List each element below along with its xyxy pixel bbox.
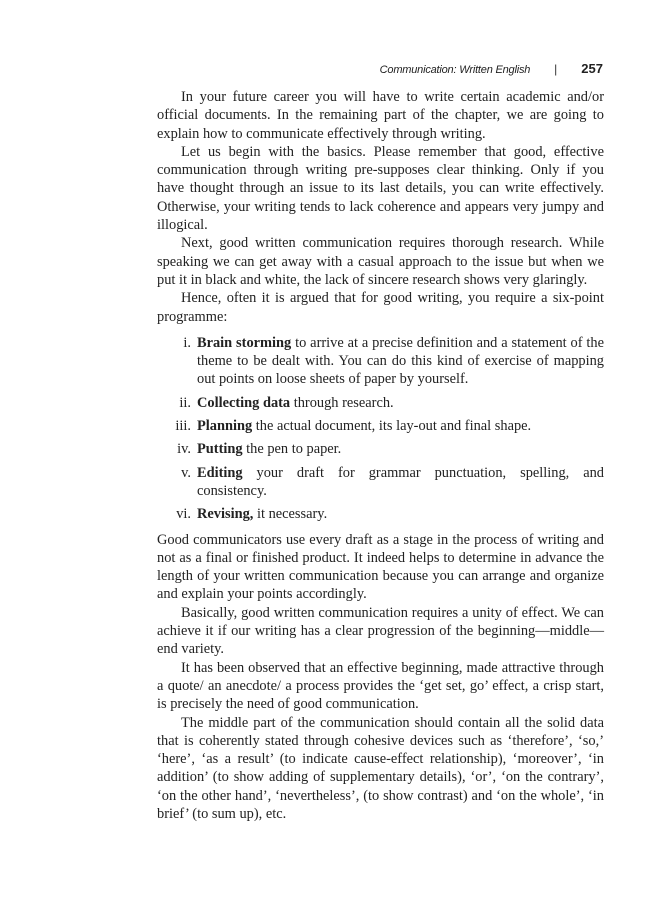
list-term: Planning xyxy=(197,418,253,435)
list-numeral: v. xyxy=(181,464,191,481)
six-point-list xyxy=(157,334,604,524)
list-item xyxy=(157,334,604,389)
running-title: Communication: Written English xyxy=(379,64,531,76)
list-text: it necessary. xyxy=(253,506,328,523)
list-item xyxy=(157,440,604,458)
list-text: the pen to paper. xyxy=(242,441,342,458)
list-term: Brain storming xyxy=(197,334,292,351)
list-numeral: vi. xyxy=(176,506,191,523)
paragraph-programme: Hence, often it is argued that for good writing, you require a six-point programme: xyxy=(157,290,604,325)
paragraph-middle: The middle part of the communication should contain all the solid data that is coherently stated through cohesive devices such as ‘therefore’, ‘so,’ ‘here’, ‘as a result’ (to indicate cause-effect relationship), ‘moreover’, ‘in addition’ (to show adding of supplementary details), ‘or’, ‘on the contrary’, ‘on the other hand’, ‘nevertheless’, (to show contrast) and ‘on the whole’, ‘in brief’ (to sum up), etc. xyxy=(157,714,604,822)
paragraph-research: Next, good written communication requires thorough research. While speaking we can get away with a casual approach to the issue but when we put it in black and white, the lack of sincere research shows very glaringly. xyxy=(157,235,604,288)
page-body xyxy=(157,88,604,823)
list-numeral: iii. xyxy=(175,418,191,435)
paragraph-beginning: It has been observed that an effective beginning, made attractive through a quote/ an anecdote/ a process provides the ‘get set, go’ effect, a crisp start, is precisely the need of good communication. xyxy=(157,659,604,713)
list-term: Collecting data xyxy=(197,394,291,411)
list-item xyxy=(157,417,604,435)
list-item xyxy=(157,464,604,501)
paragraph-basics: Let us begin with the basics. Please remember that good, effective communication through writing pre-supposes clear thinking. Only if you have thought through an issue to its last details, you can write effectively. Otherwise, your writing tends to lack coherence and appears very jumpy and illogical. xyxy=(157,143,604,234)
paragraph-unity: Basically, good written communication requires a unity of effect. We can achieve it if our writing has a clear progression of the beginning—middle—end variety. xyxy=(157,604,604,658)
list-numeral: i. xyxy=(183,334,191,351)
list-term: Revising, xyxy=(197,506,254,523)
list-text: to arrive at a precise definition and a statement of the theme to be dealt with. You can do this kind of exercise of mapping out points on loose sheets of paper by yourself. xyxy=(197,334,604,388)
running-header xyxy=(0,60,603,78)
header-separator: | xyxy=(554,62,558,76)
list-term: Putting xyxy=(197,441,243,458)
list-text: the actual document, its lay-out and final shape. xyxy=(252,418,532,435)
paragraph-intro: In your future career you will have to write certain academic and/or official documents. In the remaining part of the chapter, we are going to explain how to communicate effectively through writing. xyxy=(157,89,604,142)
list-item xyxy=(157,394,604,412)
paragraph-drafts: Good communicators use every draft as a stage in the process of writing and not as a final or finished product. It indeed helps to determine in advance the length of your written communication because you can arrange and organize and explain your points accordingly. xyxy=(157,531,604,603)
list-term: Editing xyxy=(197,464,243,481)
list-numeral: ii. xyxy=(179,394,191,411)
list-text: your draft for grammar punctuation, spelling, and consistency. xyxy=(197,464,604,499)
list-numeral: iv. xyxy=(177,441,191,458)
page-number: 257 xyxy=(581,61,603,76)
list-text: through research. xyxy=(290,394,394,411)
list-item xyxy=(157,505,604,523)
